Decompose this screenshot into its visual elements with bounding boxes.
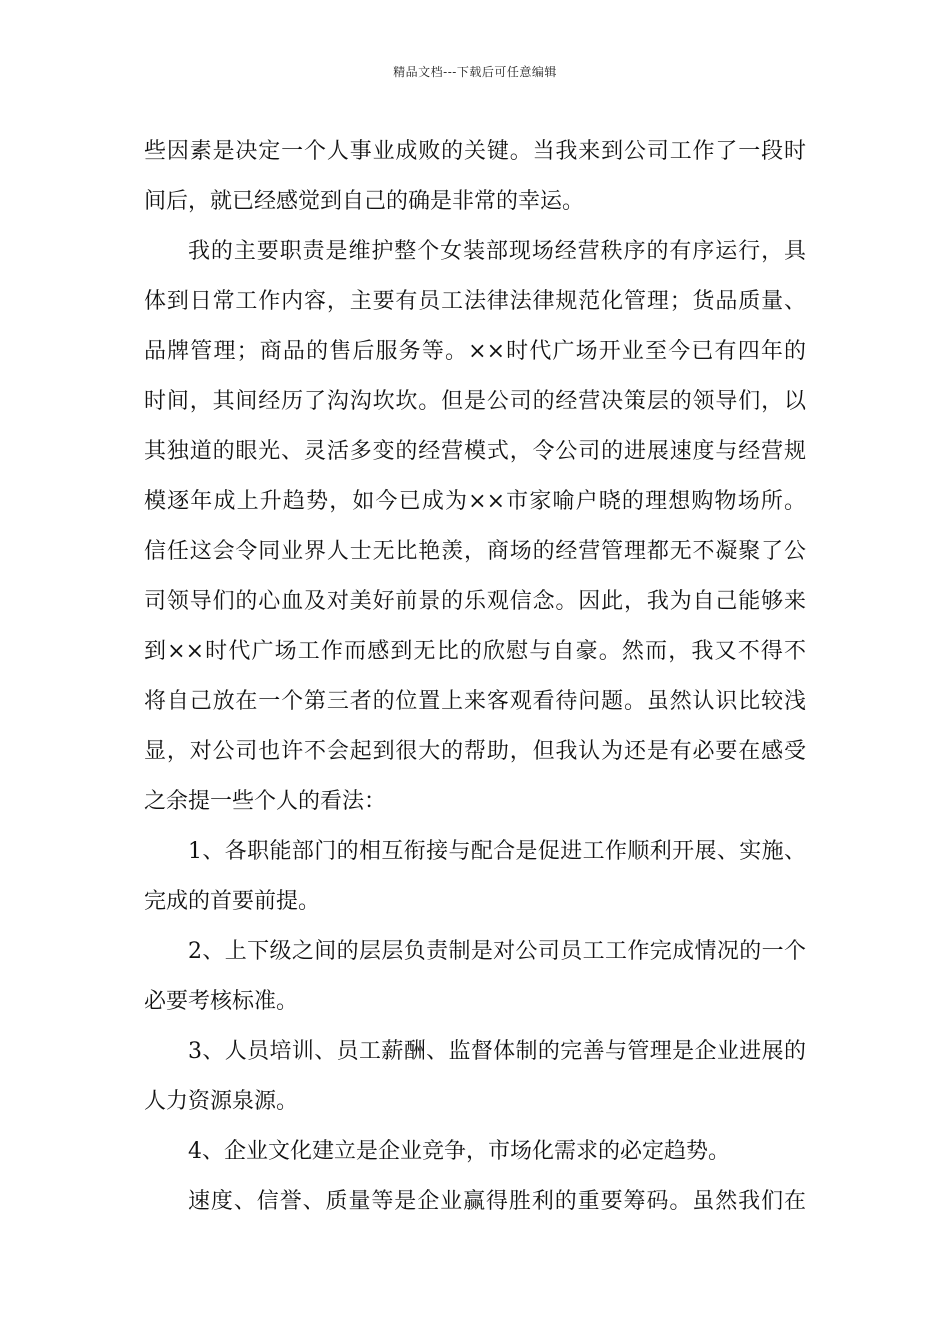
text-line: 我的主要职责是维护整个女装部现场经营秩序的有序运行，具 xyxy=(188,239,806,264)
text-line: 模逐年成上升趋势，如今已成为××市家喻户晓的理想购物场所。 xyxy=(144,489,806,514)
text-line: 间后，就已经感觉到自己的确是非常的幸运。 xyxy=(144,189,585,214)
text-line: 信任这会令同业界人士无比艳羡，商场的经营管理都无不凝聚了公 xyxy=(144,539,806,564)
list-item-1-line: 1、各职能部门的相互衔接与配合是促进工作顺利开展、实施、 xyxy=(188,839,806,864)
list-item-2-line: 2、上下级之间的层层负责制是对公司员工工作完成情况的一个 xyxy=(188,939,806,964)
text-line: 时间，其间经历了沟沟坎坎。但是公司的经营决策层的领导们，以 xyxy=(144,389,806,414)
text-line: 速度、信誉、质量等是企业赢得胜利的重要筹码。虽然我们在 xyxy=(188,1189,806,1214)
text-line: 到××时代广场工作而感到无比的欣慰与自豪。然而，我又不得不 xyxy=(144,639,806,664)
list-item-3-line: 人力资源泉源。 xyxy=(144,1089,299,1114)
text-line: 其独道的眼光、灵活多变的经营模式，令公司的进展速度与经营规 xyxy=(144,439,806,464)
list-item-3-line: 3、人员培训、员工薪酬、监督体制的完善与管理是企业进展的 xyxy=(188,1039,806,1064)
text-line: 体到日常工作内容，主要有员工法律法律规范化管理；货品质量、 xyxy=(144,289,806,314)
page-header: 精品文档---下载后可任意编辑 xyxy=(393,65,557,79)
text-line: 些因素是决定一个人事业成败的关键。当我来到公司工作了一段时 xyxy=(144,139,806,164)
text-line: 之余提一些个人的看法： xyxy=(144,789,387,814)
list-item-2-line: 必要考核标准。 xyxy=(144,989,299,1014)
text-line: 显，对公司也许不会起到很大的帮助，但我认为还是有必要在感受 xyxy=(144,739,806,764)
text-line: 将自己放在一个第三者的位置上来客观看待问题。虽然认识比较浅 xyxy=(144,689,806,714)
text-line: 品牌管理；商品的售后服务等。××时代广场开业至今已有四年的 xyxy=(144,339,806,364)
text-line: 司领导们的心血及对美好前景的乐观信念。因此，我为自己能够来 xyxy=(144,589,806,614)
list-item-1-line: 完成的首要前提。 xyxy=(144,889,321,914)
list-item-4-line: 4、企业文化建立是企业竞争，市场化需求的必定趋势。 xyxy=(188,1139,730,1164)
